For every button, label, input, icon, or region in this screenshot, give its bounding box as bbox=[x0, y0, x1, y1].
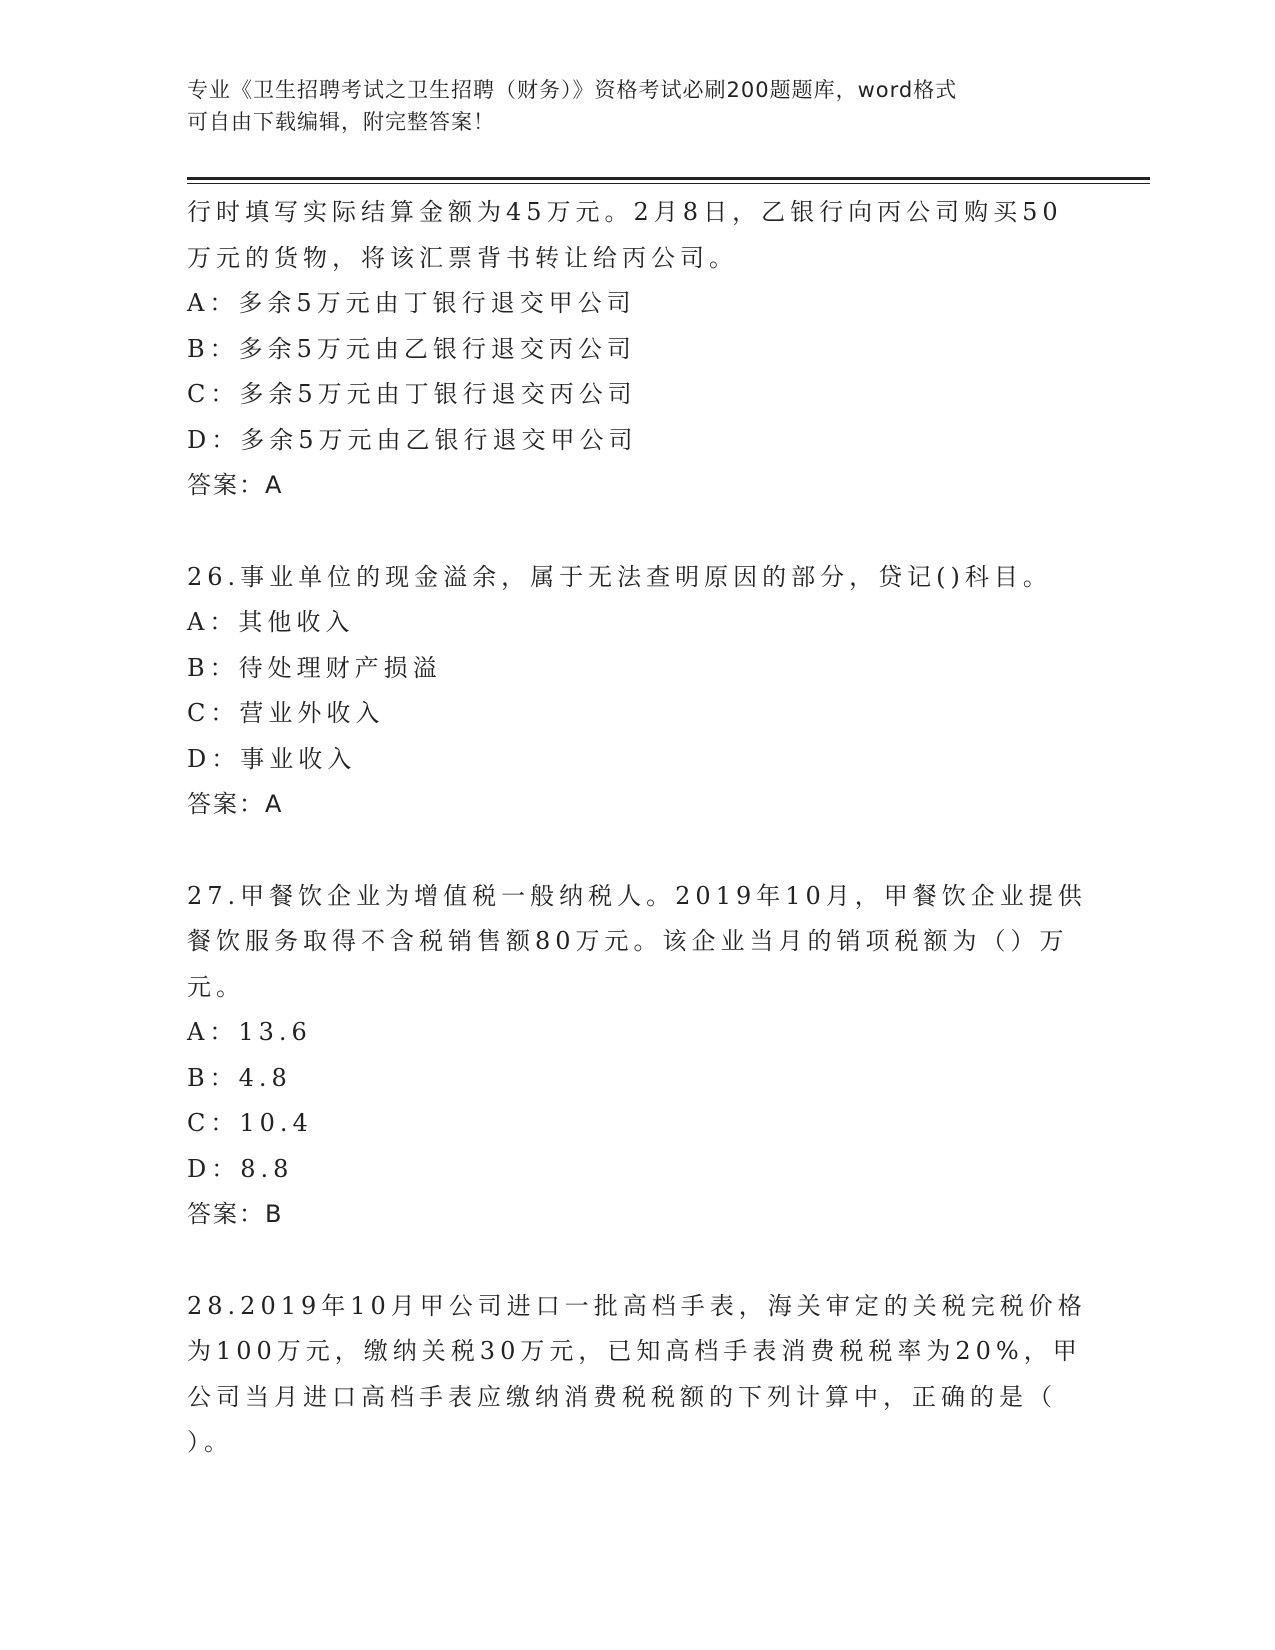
question-stem-line: 餐饮服务取得不含税销售额80万元。该企业当月的销项税额为（）万 bbox=[187, 927, 1069, 955]
question-stem-line: 公司当月进口高档手表应缴纳消费税税额的下列计算中，正确的是（ bbox=[187, 1382, 1057, 1411]
option-a: A：多余5万元由丁银行退交甲公司 bbox=[187, 289, 636, 317]
option-c: C：多余5万元由丁银行退交丙公司 bbox=[187, 380, 637, 408]
question-stem-line: 元。 bbox=[187, 972, 245, 1001]
question-stem-line: ）。 bbox=[187, 1428, 233, 1456]
question-stem-line: 万元的货物，将该汇票背书转让给丙公司。 bbox=[187, 243, 738, 272]
header-line-2: 可自由下载编辑，附完整答案！ bbox=[187, 110, 495, 134]
option-b: B：4.8 bbox=[187, 1063, 292, 1092]
question-stem-line: 26.事业单位的现金溢余，属于无法查明原因的部分，贷记()科目。 bbox=[187, 562, 1052, 591]
answer-label: 答案：A bbox=[187, 790, 284, 818]
question-28 bbox=[187, 1284, 1107, 1466]
option-b: B：待处理财产损溢 bbox=[187, 653, 442, 682]
option-c: C：营业外收入 bbox=[187, 699, 385, 727]
question-26 bbox=[187, 555, 1107, 828]
question-stem-line: 行时填写实际结算金额为45万元。2月8日，乙银行向丙公司购买50 bbox=[187, 198, 1063, 226]
option-c: C：10.4 bbox=[187, 1109, 313, 1137]
question-stem-line: 28.2019年10月甲公司进口一批高档手表，海关审定的关税完税价格 bbox=[187, 1291, 1087, 1320]
spacer bbox=[187, 828, 1107, 874]
question-stem-line: 为100万元，缴纳关税30万元，已知高档手表消费税税率为20%，甲 bbox=[187, 1337, 1082, 1365]
option-d: D：事业收入 bbox=[187, 744, 357, 773]
document-body bbox=[187, 190, 1107, 1466]
question-27 bbox=[187, 874, 1107, 1238]
spacer bbox=[187, 509, 1107, 555]
header-divider-thin bbox=[187, 183, 1150, 184]
spacer bbox=[187, 1238, 1107, 1284]
option-d: D：多余5万元由乙银行退交甲公司 bbox=[187, 425, 638, 454]
option-a: A：其他收入 bbox=[187, 608, 355, 636]
question-25-continued bbox=[187, 190, 1107, 509]
document-header bbox=[187, 74, 1087, 138]
question-stem-line: 27.甲餐饮企业为增值税一般纳税人。2019年10月，甲餐饮企业提供 bbox=[187, 881, 1087, 910]
header-line-1: 专业《卫生招聘考试之卫生招聘（财务）》资格考试必刷200题题库，word格式 bbox=[187, 78, 958, 102]
option-d: D：8.8 bbox=[187, 1154, 294, 1183]
answer-label: 答案：B bbox=[187, 1200, 284, 1228]
answer-label: 答案：A bbox=[187, 471, 284, 499]
option-b: B：多余5万元由乙银行退交丙公司 bbox=[187, 334, 636, 363]
option-a: A：13.6 bbox=[187, 1018, 312, 1046]
header-divider-thick bbox=[187, 177, 1150, 180]
